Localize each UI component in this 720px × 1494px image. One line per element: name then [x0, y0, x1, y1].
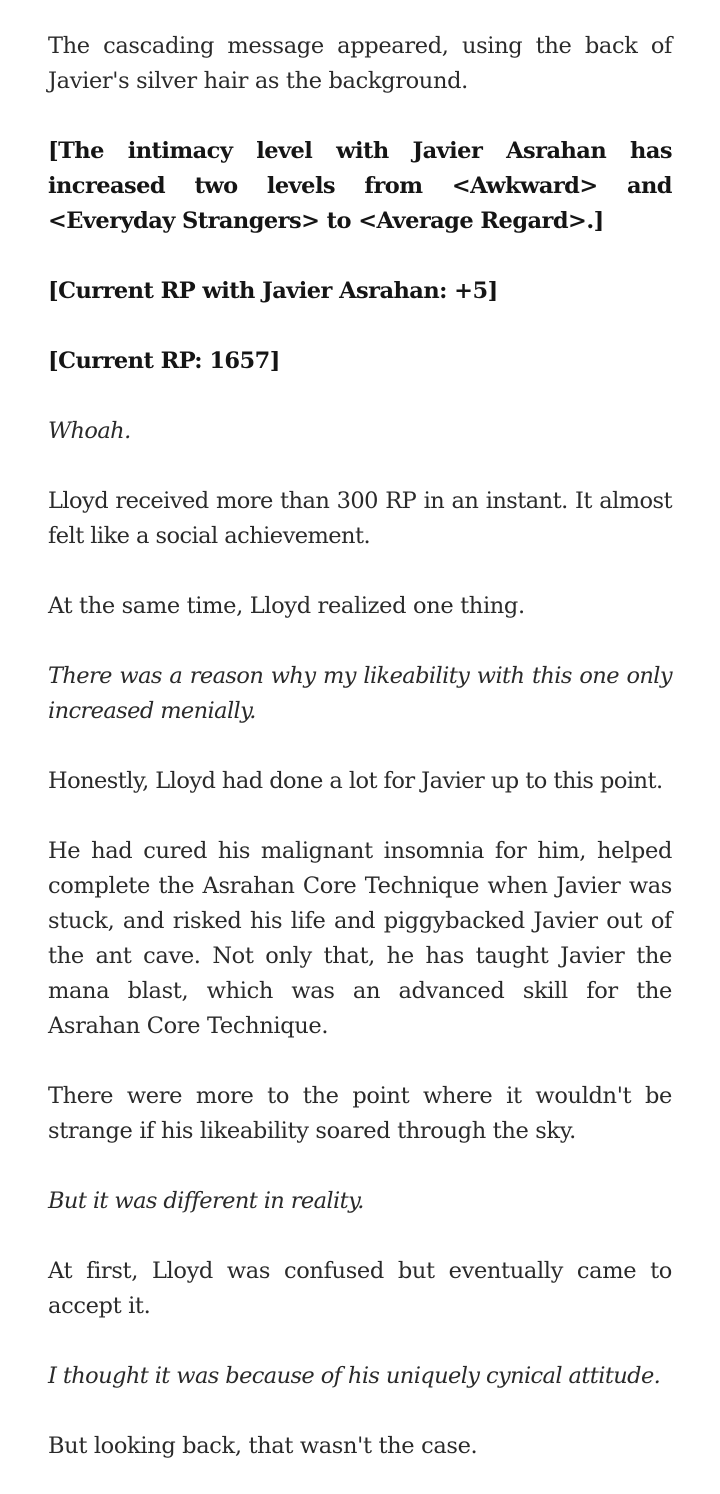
- inner-thought: I thought it was because of his uniquely cynical attitude.: [48, 1363, 661, 1389]
- narration-paragraph: The cascading message appeared, using the back of Javier's silver hair as the background.: [48, 33, 672, 94]
- inner-thought: Whoah.: [48, 418, 131, 444]
- narration-paragraph: Lloyd received more than 300 RP in an instant. It almost felt like a social achievement.: [48, 488, 672, 549]
- narration-paragraph: At the same time, Lloyd realized one thing.: [48, 593, 525, 619]
- narration-paragraph: At first, Lloyd was confused but eventually came to accept it.: [48, 1258, 672, 1319]
- system-message-intimacy: [The intimacy level with Javier Asrahan has increased two levels from <Awkward> and <Everyday Strangers> to <Average Regard>.]: [48, 138, 672, 234]
- inner-thought: There was a reason why my likeability with this one only increased menially.: [48, 663, 672, 724]
- system-message-rp-javier: [Current RP with Javier Asrahan: +5]: [48, 278, 498, 304]
- narration-paragraph: He had cured his malignant insomnia for him, helped complete the Asrahan Core Technique when Javier was stuck, and risked his life and piggybacked Javier out of the ant cave. Not only that, he has taught Javier the mana blast, which was an advanced skill for the Asrahan Core Technique.: [48, 838, 672, 1039]
- narration-paragraph: But looking back, that wasn't the case.: [48, 1433, 478, 1459]
- inner-thought: But it was different in reality.: [48, 1188, 364, 1214]
- narration-paragraph: There were more to the point where it wouldn't be strange if his likeability soared through the sky.: [48, 1083, 672, 1144]
- system-message-rp-total: [Current RP: 1657]: [48, 348, 280, 374]
- narration-paragraph: Honestly, Lloyd had done a lot for Javier up to this point.: [48, 768, 663, 794]
- chapter-text: [48, 29, 672, 1464]
